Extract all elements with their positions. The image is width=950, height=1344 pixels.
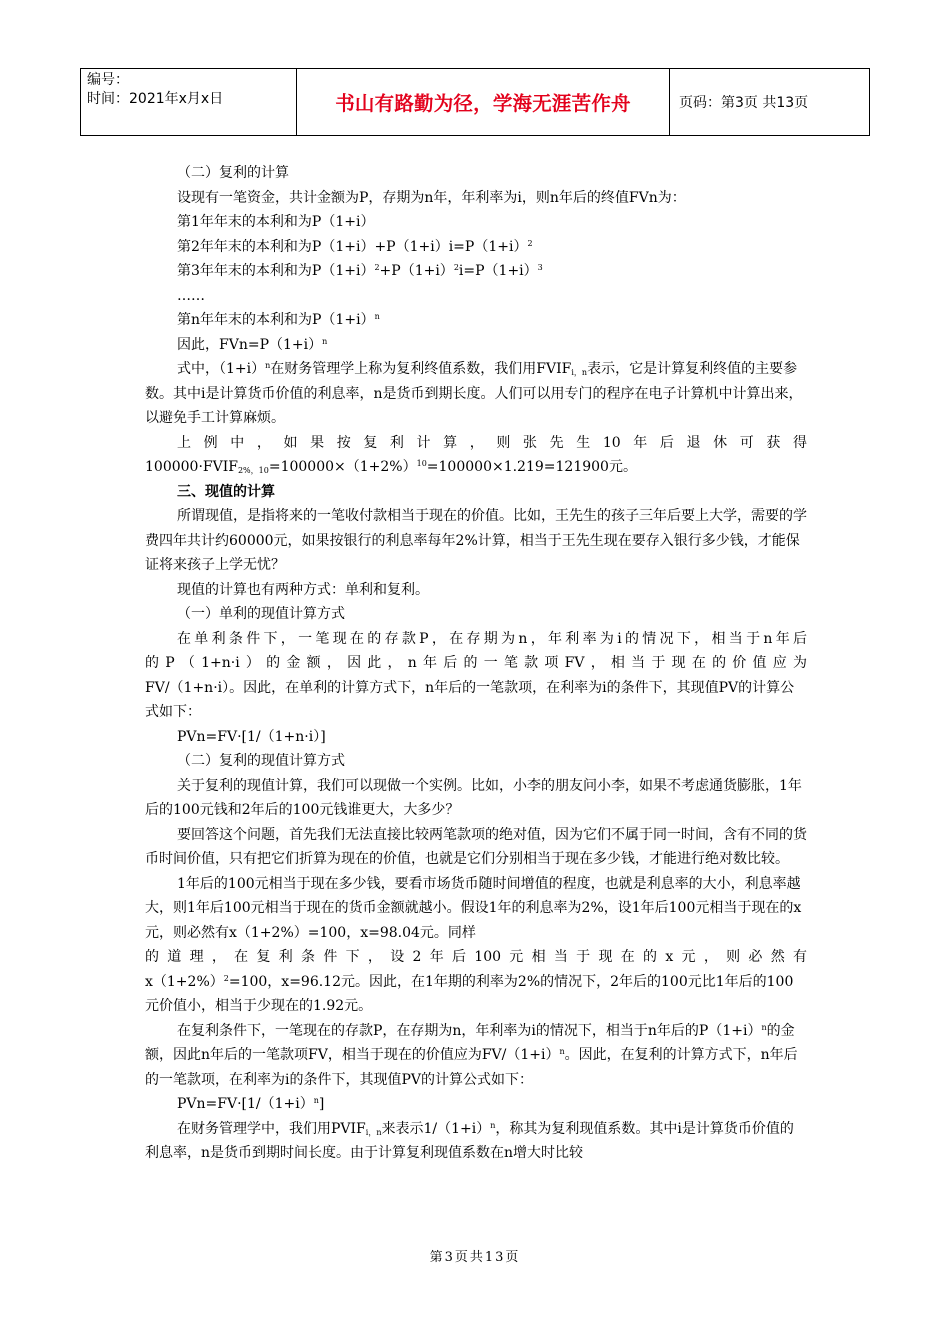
section-heading-compound: （二）复利的计算 [177, 165, 289, 181]
document-body [145, 161, 807, 1166]
paragraph: 关于复利的现值计算，我们可以现做一个实例。比如，小李的朋友问小李，如果不考虑通货膨胀，1年后的100元钱和2年后的100元钱谁更大，大多少？ [145, 777, 802, 818]
header-page-number: 页码：第3页 共13页 [679, 95, 809, 111]
formula-line: 第n年年末的本利和为$P(1+i)^n$ [177, 312, 380, 328]
paragraph: 在财务管理学中，我们用$PVIF_{i,n}$来表示$1/(1+i)^n$，称其为复利现值系数。其中i是计算货币价值的利息率，n是货币到期时间长度。由于计算复利现值系数在n增大时比较 [145, 1120, 794, 1161]
paragraph: 的P（1+n·i）的金额，因此，n年后的一笔款项FV，相当于现在的价值应为 [145, 655, 807, 671]
header-motto: 书山有路勤为径，学海无涯苦作舟 [297, 69, 670, 135]
header-number: 编号： [87, 72, 129, 88]
paragraph: 上例中，如果按复利计算，则张先生10年后退休可获得 [177, 434, 807, 451]
paragraph: 要回答这个问题，首先我们无法直接比较两笔款项的绝对值，因为它们不属于同一时间，含有不同的货币时间价值，只有把它们折算为现在的价值，也就是它们分别相当于现在多少钱，才能进行绝对数比较。 [145, 826, 807, 867]
header-table [80, 68, 870, 136]
formula-line: 第2年年末的本利和为$P(1+i)+P(1+i)i=P(1+i)^2$ [177, 238, 533, 255]
formula-line: $100000\cdot FVIF_{2\%,10}=100000\times(1+2\%)^{10}=100000\times 1.219=121900$元。 [145, 459, 637, 475]
formula-line: 第3年年末的本利和为$P(1+i)^2+P(1+i)^2i=P(1+i)^3$ [177, 263, 543, 279]
header-time: 时间：2021年x月x日 [87, 91, 224, 107]
section-heading-simple-pv: （一）单利的现值计算方式 [177, 606, 345, 622]
paragraph: 在复利条件下，一笔现在的存款P，在存期为n，年利率为i的情况下，相当于n年后的$P(1+i)^n$的金额，因此n年后的一笔款项FV，相当于现在的价值应为$FV/(1+i)^n$。因此，在复利的计算方式下，n年后的一笔款项，在利率为i的条件下，其现值PV的计算公式如下： [145, 1022, 798, 1088]
paragraph: $x(1+2\%)^2=100$，x=96.12元。因此，在1年期的利率为2%的情况下，2年后的100元比1年后的100元价值小，相当于少现在的1.92元。 [145, 973, 794, 1014]
paragraph: 式中，$(1+i)^n$在财务管理学上称为复利终值系数，我们用$FVIF_{i,n}$表示，它是计算复利终值的主要参数。其中i是计算货币价值的利息率，n是货币到期长度。人们可以用专门的程序在电子计算机中计算出来，以避免手工计算麻烦。 [145, 361, 803, 426]
paragraph: 所谓现值，是指将来的一笔收付款相当于现在的价值。比如，王先生的孩子三年后要上大学，需要的学费四年共计约60000元，如果按银行的利息率每年2%计算，相当于王先生现在要存入银行多少钱，才能保证将来孩子上学无忧？ [145, 508, 807, 573]
section-heading-pv: 三、现值的计算 [177, 483, 275, 500]
page-footer: 第3页共13页 [429, 1250, 521, 1265]
paragraph: 1年后的100元相当于现在多少钱，要看市场货币随时间增值的程度，也就是利息率的大小，利息率越大，则1年后100元相当于现在的货币金额就越小。假设1年的利息率为2%，设1年后100元相当于现在的x元，则必然有x（1+2%）=100，x=98.04元。同样 [145, 875, 802, 941]
paragraph: 在单利条件下，一笔现在的存款P，在存期为n，年利率为i的情况下，相当于n年后 [177, 630, 807, 647]
paragraph: 现值的计算也有两种方式：单利和复利。 [177, 581, 429, 598]
paragraph: FV/（1+n·i）。因此，在单利的计算方式下，n年后的一笔款项，在利率为i的条件下，其现值PV的计算公式如下： [145, 679, 795, 720]
section-heading-compound-pv: （二）复利的现值计算方式 [177, 753, 345, 769]
formula-line: PVn=FV·[1/（1+n·i）] [177, 728, 326, 745]
ellipsis-line: …… [177, 287, 205, 304]
paragraph: 的道理，在复利条件下，设2年后100元相当于现在的x元，则必然有 [145, 949, 807, 965]
formula-line: 第1年年末的本利和为P（1+i） [177, 214, 375, 230]
formula-line: 因此，$FVn=P(1+i)^n$ [177, 336, 328, 353]
formula-line: $PVn=FV\cdot[1/(1+i)^n]$ [177, 1096, 325, 1112]
header-left-cell [81, 69, 297, 135]
paragraph: 设现有一笔资金，共计金额为P，存期为n年，年利率为i，则n年后的终值FVn为： [177, 189, 686, 206]
